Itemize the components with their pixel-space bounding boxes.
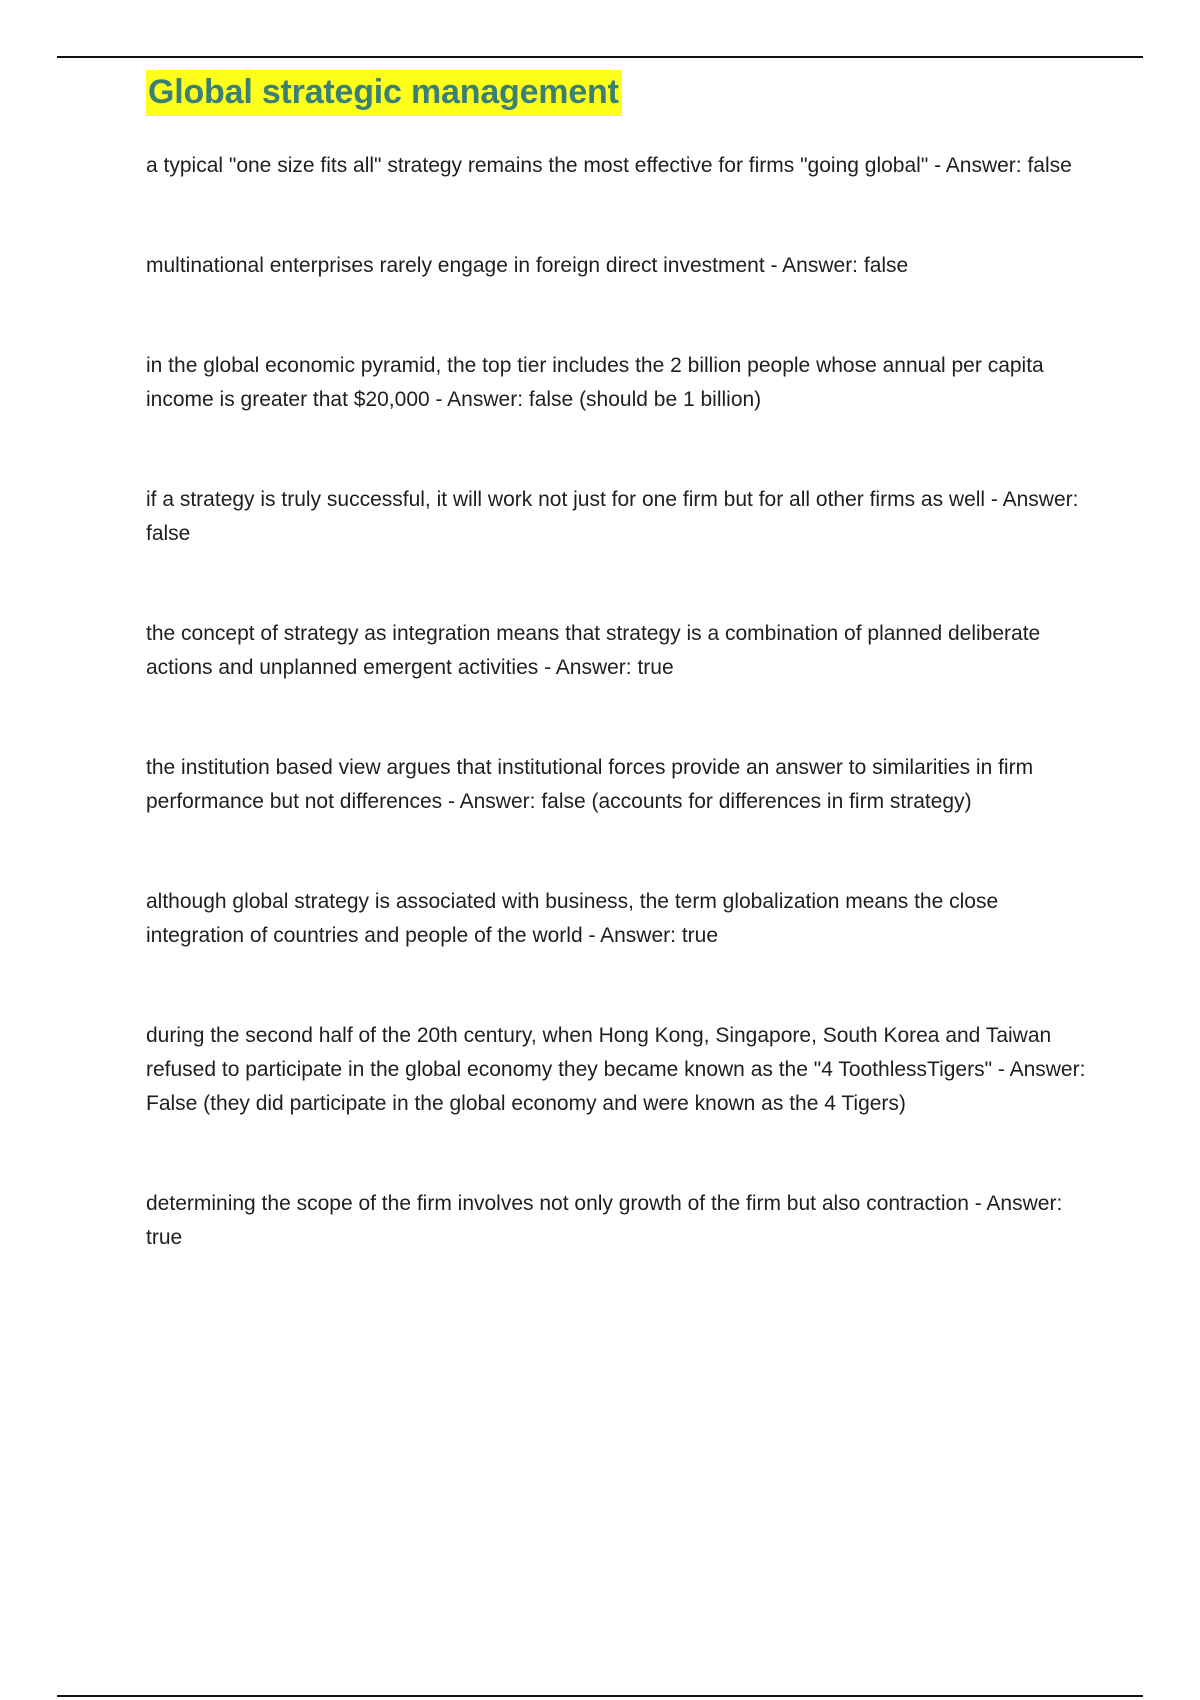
question-item: multinational enterprises rarely engage in foreign direct investment - Answer: false xyxy=(146,254,909,277)
question-list xyxy=(146,149,1096,1255)
question-item: the concept of strategy as integration means that strategy is a combination of planned deliberate actions and unplanned emergent activities - Answer: true xyxy=(146,622,1041,679)
document-title: Global strategic management xyxy=(146,70,622,116)
question-item: the institution based view argues that institutional forces provide an answer to similarities in firm performance but not differences - Answer: false (accounts for differences in firm strategy) xyxy=(146,756,1034,813)
question-item: in the global economic pyramid, the top tier includes the 2 billion people whose annual per capita income is greater that $20,000 - Answer: false (should be 1 billion) xyxy=(146,354,1044,411)
question-item: during the second half of the 20th century, when Hong Kong, Singapore, South Korea and Taiwan refused to participate in the global economy they became known as the "4 ToothlessTigers" - Answer: False (they did participate in the global economy and were known as the 4 Tigers) xyxy=(146,1024,1086,1115)
question-item: a typical "one size fits all" strategy remains the most effective for firms "going global" - Answer: false xyxy=(146,154,1072,177)
question-item: although global strategy is associated with business, the term globalization means the close integration of countries and people of the world - Answer: true xyxy=(146,890,999,947)
document-body xyxy=(146,70,1096,1321)
bottom-rule xyxy=(57,1695,1143,1697)
question-item: if a strategy is truly successful, it will work not just for one firm but for all other firms as well - Answer: false xyxy=(146,488,1079,545)
question-item: determining the scope of the firm involves not only growth of the firm but also contraction - Answer: true xyxy=(146,1192,1063,1249)
top-rule xyxy=(57,56,1143,58)
